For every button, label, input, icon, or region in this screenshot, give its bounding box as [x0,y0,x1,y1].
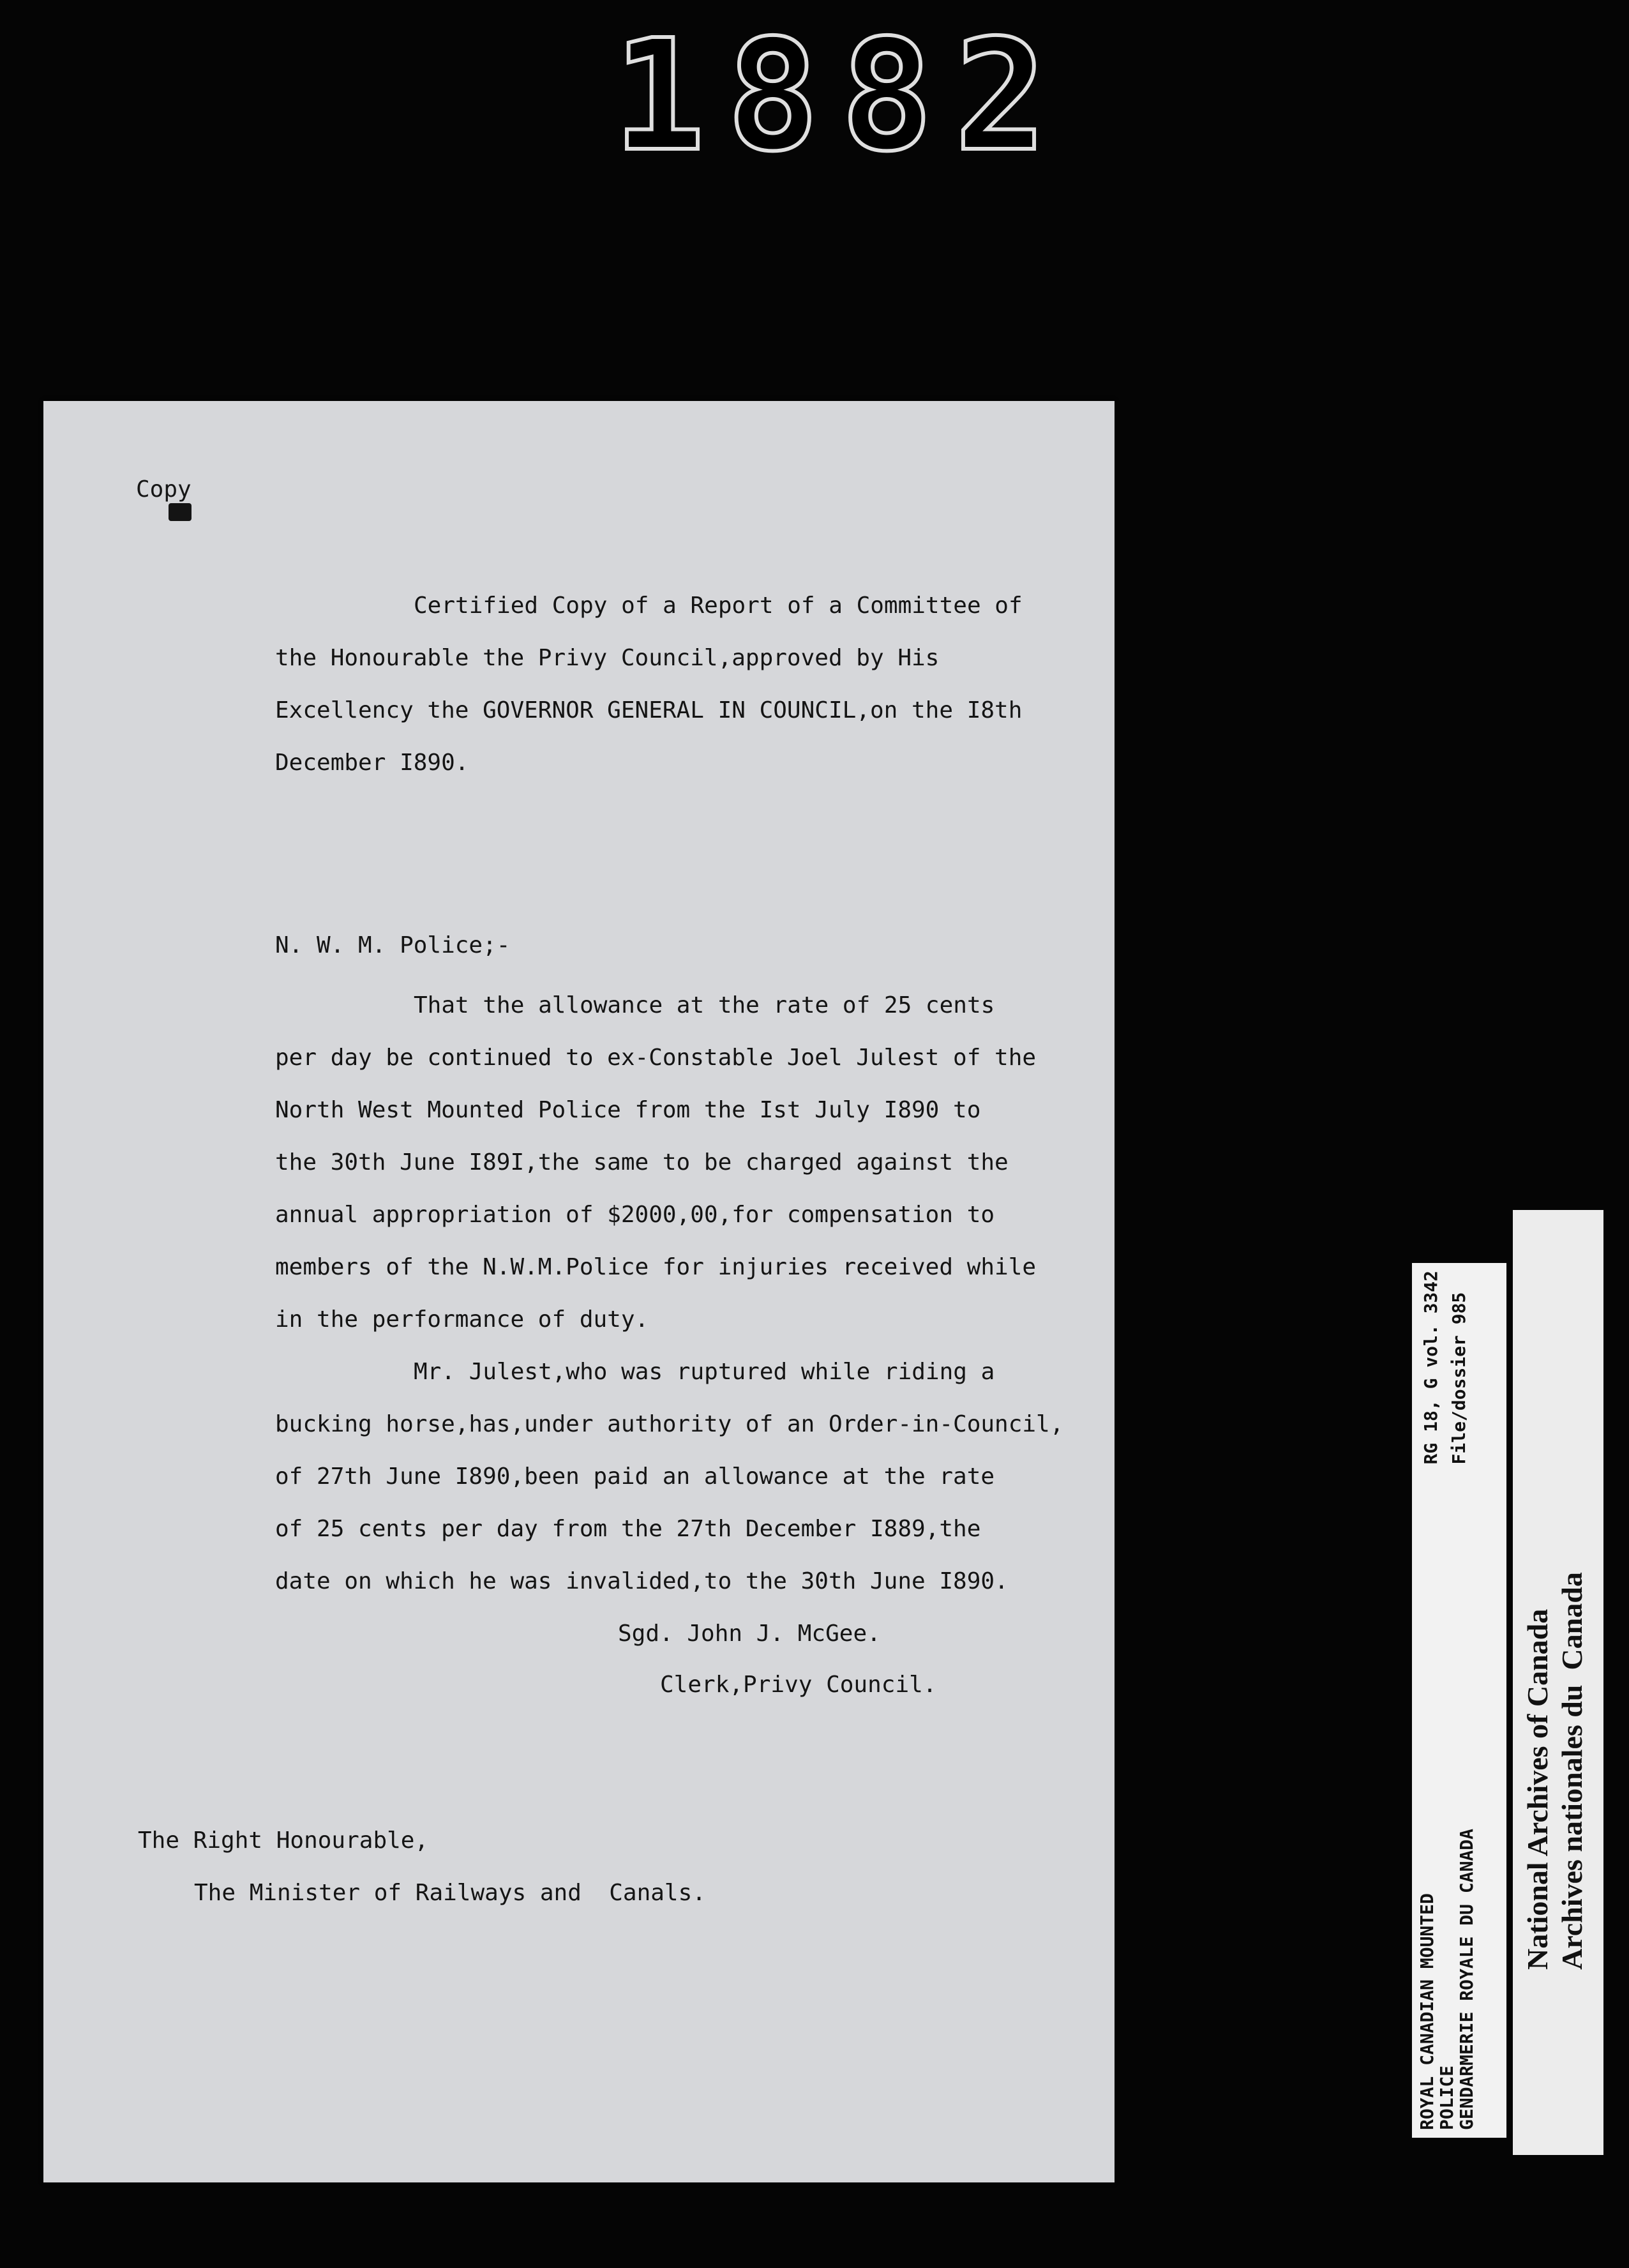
archives-name-label [1513,1210,1603,2155]
archive-reference-label [1412,1263,1506,2138]
paragraph1-line-4: the 30th June I89I,the same to be charged against the [275,1149,1009,1176]
heading-line-2: the Honourable the Privy Council,approved by His [275,645,940,671]
heading-line-4: December I890. [275,750,469,776]
paragraph2-line-5: date on which he was invalided,to the 30th June I890. [275,1568,1009,1594]
frame-number: 1882 [613,6,1069,185]
paragraph2-line-2: bucking horse,has,under authority of an Order-in-Council, [275,1411,1064,1437]
copy-mark: Copy [136,476,191,503]
heading-line-3: Excellency the GOVERNOR GENERAL IN COUNCIL,on the I8th [275,697,1023,723]
subject-line: N. W. M. Police;- [275,932,511,958]
paragraph2-line-1: Mr. Julest,who was ruptured while riding a [414,1359,995,1385]
paragraph1-line-2: per day be continued to ex-Constable Joel Julest of the [275,1045,1037,1071]
paragraph1-line-5: annual appropriation of $2000,00,for compensation to [275,1202,995,1228]
signature-title: Clerk,Privy Council. [660,1672,937,1698]
addressee-line-2: The Minister of Railways and Canals. [194,1880,706,1906]
document-page [43,401,1115,2182]
ink-blot [169,503,191,521]
paragraph1-line-1: That the allowance at the rate of 25 cents [414,992,995,1018]
paragraph1-line-6: members of the N.W.M.Police for injuries received while [275,1254,1037,1280]
paragraph2-line-3: of 27th June I890,been paid an allowance at the rate [275,1463,995,1490]
reference-numbers: RG 18, G vol. 3342 File/dossier 985 [1420,1271,1469,1465]
addressee-line-1: The Right Honourable, [138,1827,429,1854]
archives-name: National Archives of Canada Archives nationales du Canada [1521,1572,1588,1970]
signature: Sgd. John J. McGee. [618,1621,881,1647]
paragraph1-line-3: North West Mounted Police from the Ist July I890 to [275,1097,981,1123]
paragraph2-line-4: of 25 cents per day from the 27th December I889,the [275,1516,981,1542]
paragraph1-line-7: in the performance of duty. [275,1306,649,1333]
fonds-name: ROYAL CANADIAN MOUNTED POLICE GENDARMERIE ROYALE DU CANADA [1416,1828,1477,2130]
heading-line-1: Certified Copy of a Report of a Committee of [414,593,1023,619]
